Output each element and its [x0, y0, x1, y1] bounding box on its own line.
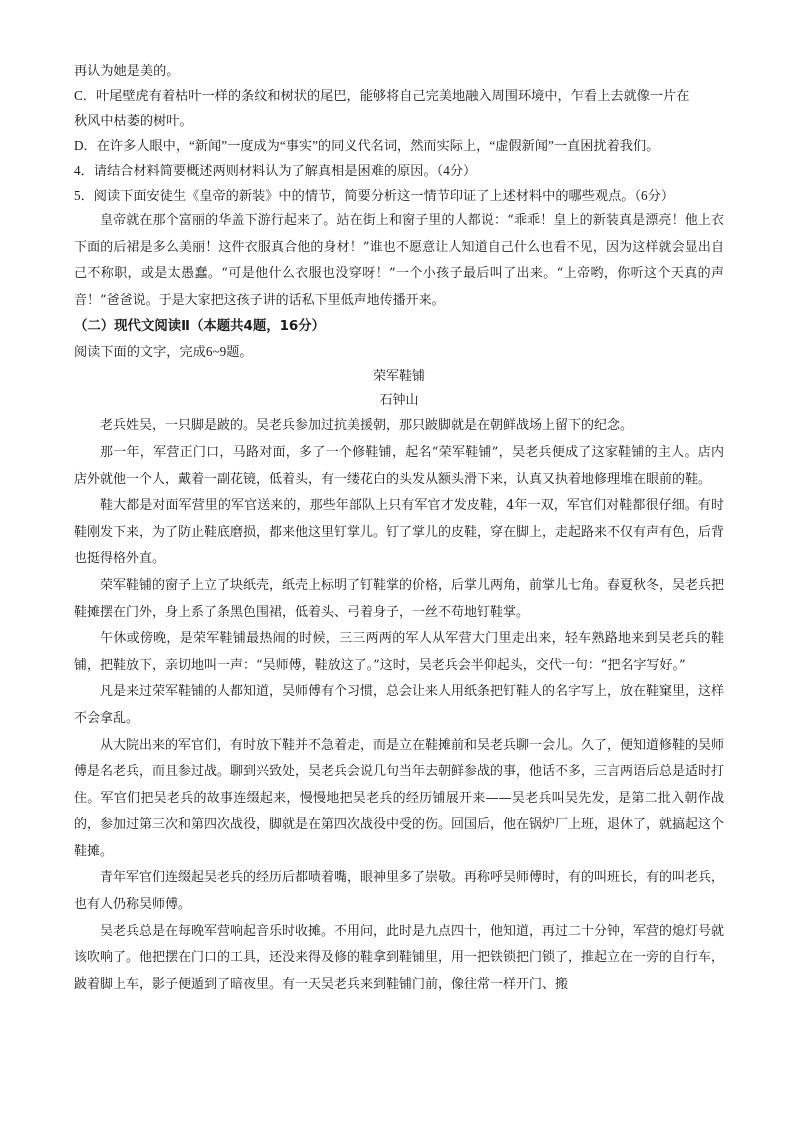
- option-c-line: C．叶尾壁虎有着枯叶一样的条纹和树状的尾巴，能够将自己完美地融入周围环境中，乍看上去就像一片在: [74, 88, 690, 103]
- paragraph: 从大院出来的军官们，有时放下鞋并不急着走，而是立在鞋摊前和吴老兵聊一会儿。久了，便知道修鞋的吴师傅是名老兵，而且参过战。聊到兴致处，吴老兵会说几句当年去朝鲜参战的事，他话不多，三言两语后总是适时打住。军官们把吴老兵的故事连缀起来，慢慢地把吴老兵的经历铺展开来——吴老兵叫吴先发，是第二批入朝作战的，参加过第三次和第四次战役，脚就是在第四次战役中受的伤。回国后，他在锅炉厂上班，退休了，就搞起这个鞋摊。: [74, 737, 725, 859]
- story-title: 荣军鞋铺: [372, 369, 425, 385]
- text-line: 再认为她是美的。: [74, 63, 180, 78]
- paragraph: 鞋大都是对面军营里的军官送来的，那些年部队上只有军官才发皮鞋，4年一双，军官们对鞋都很仔细。有时鞋刚发下来，为了防止鞋底磨损，都来他这里钉掌儿。钉了掌儿的皮鞋，穿在脚上，走起路来不仅有声有色，后背也挺得格外直。: [74, 498, 725, 567]
- paragraph: 荣军鞋铺的窗子上立了块纸壳，纸壳上标明了钉鞋掌的价格，后掌儿两角，前掌儿七角。春夏秋冬，吴老兵把鞋摊摆在门外，身上系了条黑色围裙，低着头、弓着身子，一丝不苟地钉鞋掌。: [74, 577, 725, 620]
- emperor-excerpt: 皇帝就在那个富丽的华盖下游行起来了。站在街上和窗子里的人都说：“乖乖！皇上的新装真是漂亮！他上衣下面的后裙是多么美丽！这件衣服真合他的身材！”谁也不愿意让人知道自己什么也看不见，因为这样就会显出自己不称职，或是太愚蠢。“可是他什么衣服也没穿呀！”一个小孩子最后叫了出来。“上帝哟，你听这个天真的声音！”爸爸说。于是大家把这孩子讲的话私下里低声地传播开来。: [74, 213, 724, 308]
- text-line: 秋风中枯萎的树叶。: [74, 113, 193, 128]
- paragraph: 凡是来过荣军鞋铺的人都知道，吴师傅有个习惯，总会让来人用纸条把钉鞋人的名字写上，放在鞋窠里，这样不会拿乱。: [74, 684, 725, 726]
- option-d-line: D．在许多人眼中，“新闻”一度成为“事实”的同义代名词，然而实际上，“虚假新闻”一直困扰着我们。: [74, 138, 660, 153]
- paragraph: 吴老兵总是在每晚军营响起音乐时收摊。不用问，此时是九点四十，他知道，再过二十分钟，军营的熄灯号就该吹响了。他把摆在门口的工具，还没来得及修的鞋拿到鞋铺里，用一把铁锁把门锁了，推起立在一旁的自行车，跛着脚上车，影子便遁到了暗夜里。有一天吴老兵来到鞋铺门前，像往常一样开门、搬: [74, 923, 725, 992]
- question-4: 4．请结合材料简要概述两则材料认为了解真相是困难的原因。（4分）: [74, 163, 477, 178]
- section-heading: （二）现代文阅读Ⅱ（本题共4题，16分）: [74, 319, 326, 335]
- paragraph: 那一年，军营正门口，马路对面，多了一个修鞋铺，起名“荣军鞋铺”，吴老兵便成了这家鞋铺的主人。店内店外就他一个人，戴着一副花镜，低着头，有一缕花白的头发从额头滑下来，认真又执着地修理堆在眼前的鞋。: [74, 444, 724, 487]
- story-author: 石钟山: [379, 393, 419, 409]
- reading-instruction: 阅读下面的文字，完成6~9题。: [74, 344, 253, 360]
- paragraph: 午休或傍晚，是荣军鞋铺最热闹的时候，三三两两的军人从军营大门里走出来，轻车熟路地来到吴老兵的鞋铺，把鞋放下，亲切地叫一声：“吴师傅，鞋放这了。”这时，吴老兵会半仰起头，交代一句：“把名字写好。”: [74, 631, 724, 673]
- document-page: [74, 58, 724, 998]
- paragraph: 青年军官们连缀起吴老兵的经历后都啧着嘴，眼神里多了崇敬。再称呼吴师傅时，有的叫班长，有的叫老兵，也有人仍称吴师傅。: [74, 870, 725, 913]
- paragraph: 老兵姓吴，一只脚是跛的。吴老兵参加过抗美援朝，那只跛脚就是在朝鲜战场上留下的纪念。: [100, 418, 634, 434]
- question-5: 5．阅读下面安徒生《皇帝的新装》中的情节，简要分析这一情节印证了上述材料中的哪些观点。（6分）: [74, 188, 675, 203]
